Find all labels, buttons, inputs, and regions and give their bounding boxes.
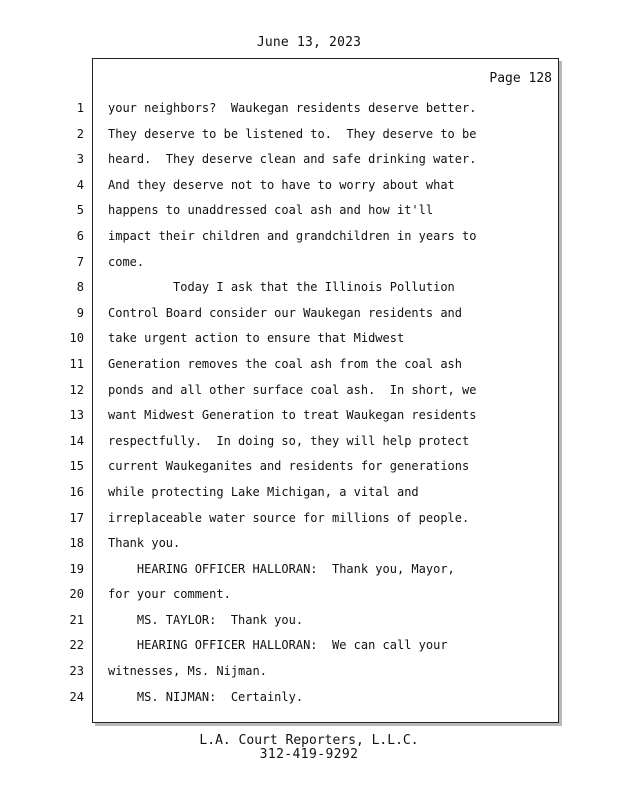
reporter-footer	[0, 734, 618, 762]
transcript-line: MS. TAYLOR: Thank you.	[108, 612, 304, 627]
transcript-line: And they deserve not to have to worry about what	[108, 177, 455, 192]
transcript-line: your neighbors? Waukegan residents deserve better.	[108, 101, 477, 115]
line-number: 11	[69, 356, 84, 371]
line-number: 2	[76, 126, 84, 141]
line-number: 3	[76, 152, 84, 167]
transcript-line: Control Board consider our Waukegan residents and	[108, 305, 463, 320]
line-number: 22	[69, 638, 84, 653]
line-number: 20	[69, 587, 84, 602]
line-number: 12	[69, 382, 84, 397]
transcript-line: for your comment.	[108, 587, 231, 602]
line-number: 24	[69, 689, 84, 704]
line-number-column	[0, 102, 84, 716]
transcript-line: impact their children and grandchildren in years to	[108, 228, 477, 243]
transcript-line: Thank you.	[108, 536, 181, 551]
reporter-phone: 312-419-9292	[259, 747, 359, 762]
transcript-line: witnesses, Ms. Nijman.	[108, 664, 267, 679]
transcript-line: HEARING OFFICER HALLORAN: Thank you, Mayor,	[108, 561, 455, 576]
line-number: 7	[76, 254, 84, 269]
transcript-line: while protecting Lake Michigan, a vital and	[108, 484, 419, 499]
transcript-line: HEARING OFFICER HALLORAN: We can call your	[108, 638, 448, 653]
reporter-company: L.A. Court Reporters, L.L.C.	[199, 733, 419, 748]
transcript-line: heard. They deserve clean and safe drinking water.	[108, 152, 477, 167]
line-number: 16	[69, 484, 84, 499]
line-number: 1	[76, 101, 84, 115]
line-number: 15	[69, 459, 84, 474]
transcript-line: They deserve to be listened to. They deserve to be	[108, 126, 477, 141]
line-number: 6	[76, 228, 84, 243]
line-number: 18	[69, 536, 84, 551]
line-number: 17	[69, 510, 84, 525]
line-number: 19	[69, 561, 84, 576]
transcript-date: June 13, 2023	[256, 35, 362, 50]
transcript-text	[108, 102, 548, 716]
line-number: 23	[69, 664, 84, 679]
transcript-line: happens to unaddressed coal ash and how it'll	[108, 203, 434, 218]
transcript-line: take urgent action to ensure that Midwest	[108, 331, 405, 346]
transcript-line: respectfully. In doing so, they will help protect	[108, 433, 470, 448]
line-number: 9	[76, 305, 84, 320]
line-number: 14	[69, 433, 84, 448]
transcript-line: Generation removes the coal ash from the coal ash	[108, 356, 463, 371]
transcript-line: MS. NIJMAN: Certainly.	[108, 689, 304, 704]
line-number: 21	[69, 612, 84, 627]
transcript-line: ponds and all other surface coal ash. In short, we	[108, 382, 477, 397]
page-number: Page 128	[489, 71, 552, 86]
transcript-line: want Midwest Generation to treat Waukegan residents	[108, 408, 477, 423]
line-number: 13	[69, 408, 84, 423]
transcript-line: Today I ask that the Illinois Pollution	[108, 280, 455, 295]
line-number: 10	[69, 331, 84, 346]
transcript-line: come.	[108, 254, 145, 269]
line-number: 4	[76, 177, 84, 192]
line-number: 8	[76, 280, 84, 295]
transcript-line: current Waukeganites and residents for generations	[108, 459, 470, 474]
transcript-line: irreplaceable water source for millions of people.	[108, 510, 470, 525]
line-number: 5	[76, 203, 84, 218]
